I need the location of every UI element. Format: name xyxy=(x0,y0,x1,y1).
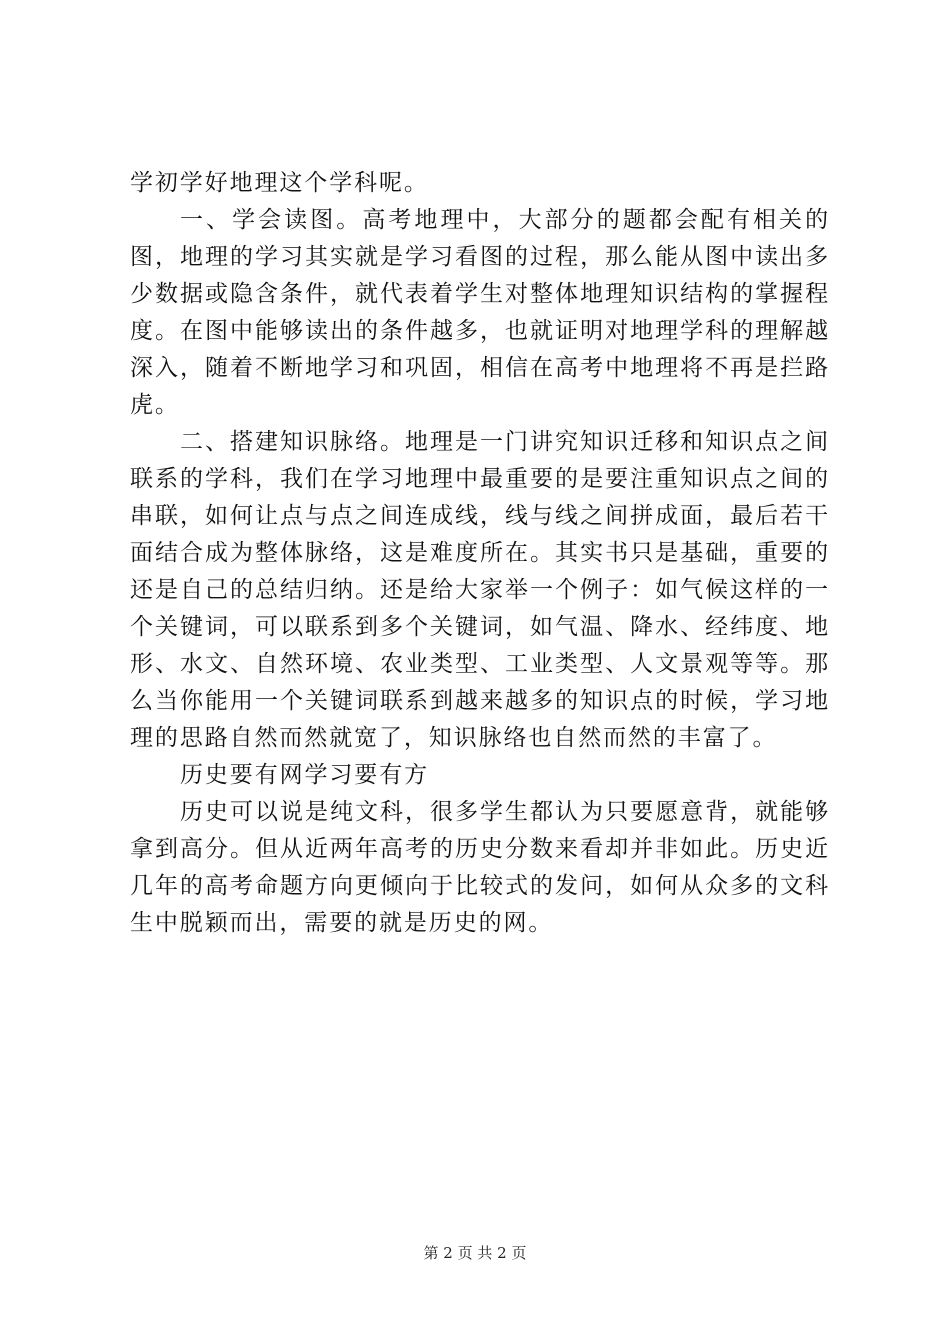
paragraph-knowledge-network: 二、搭建知识脉络。地理是一门讲究知识迁移和知识点之间联系的学科，我们在学习地理中最重要的是要注重知识点之间的串联，如何让点与点之间连成线，线与线之间拼成面，最后若干面结合成为整体脉络，这是难度所在。其实书只是基础，重要的还是自己的总结归纳。还是给大家举一个例子：如气候这样的一个关键词，可以联系到多个关键词，如气温、降水、经纬度、地形、水文、自然环境、农业类型、工业类型、人文景观等等。那么当你能用一个关键词联系到越来越多的知识点的时候，学习地理的思路自然而然就宽了，知识脉络也自然而然的丰富了。 xyxy=(130,429,830,751)
paragraph-history: 历史可以说是纯文科，很多学生都认为只要愿意背，就能够拿到高分。但从近两年高考的历史分数来看却并非如此。历史近几年的高考命题方向更倾向于比较式的发问，如何从众多的文科生中脱颖而出，需要的就是历史的网。 xyxy=(130,799,830,936)
paragraph-learn-reading-maps: 一、学会读图。高考地理中，大部分的题都会配有相关的图，地理的学习其实就是学习看图的过程，那么能从图中读出多少数据或隐含条件，就代表着学生对整体地理知识结构的掌握程度。在图中能够读出的条件越多，也就证明对地理学科的理解越深入，随着不断地学习和巩固，相信在高考中地理将不再是拦路虎。 xyxy=(130,207,830,418)
paragraph-continuation: 学初学好地理这个学科呢。 xyxy=(130,170,429,196)
section-heading-history: 历史要有网学习要有方 xyxy=(180,762,429,788)
page-number-footer: 第 2 页 共 2 页 xyxy=(423,1244,527,1262)
document-body xyxy=(130,165,830,942)
